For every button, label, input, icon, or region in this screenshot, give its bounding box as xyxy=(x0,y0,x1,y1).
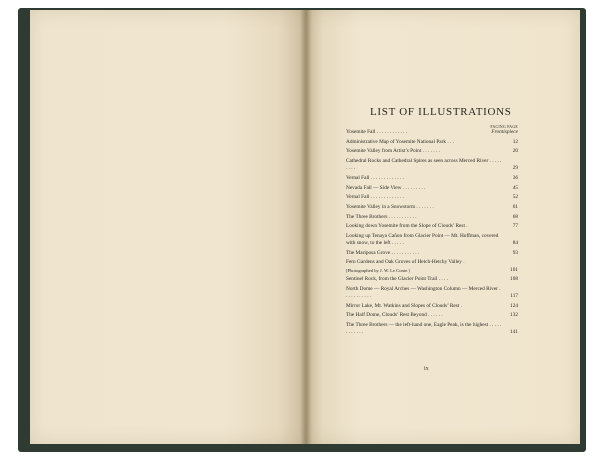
illustrations-list xyxy=(346,126,518,339)
illustration-title: Yosemite Valley from Artist’s Point . . . . . . . xyxy=(346,148,440,155)
illustration-title: North Dome — Royal Arches — Washington Column — Merced River . . . . . . . . . . . xyxy=(346,285,501,299)
illustration-title: Administrative Map of Yosemite National Park . . . xyxy=(346,138,454,145)
illustration-page: 108 xyxy=(510,276,518,283)
illustration-page: 132 xyxy=(510,312,518,319)
list-item xyxy=(346,259,518,273)
illustration-page: 93 xyxy=(512,249,518,256)
book-gutter xyxy=(300,10,312,444)
illustration-page: 117 xyxy=(510,293,518,299)
illustration-title: Vernal Fall . . . . . . . . . . . . . xyxy=(346,194,404,201)
illustration-title: The Three Brothers — the left-hand one, Eagle Peak, is the highest . . . . . . . . . . . . xyxy=(346,322,502,336)
list-item xyxy=(346,204,518,211)
list-item xyxy=(346,312,518,319)
illustration-page: 68 xyxy=(512,213,518,220)
illustration-page: 77 xyxy=(512,223,518,230)
illustration-page: 61 xyxy=(512,203,518,210)
list-item xyxy=(346,223,518,230)
list-item xyxy=(346,194,518,201)
illustration-title: Nevada Fall — Side View . . . . . . . . . xyxy=(346,184,426,191)
illustration-page: 124 xyxy=(510,302,518,309)
illustration-title: Looking up Tenaya Cañon from Glacier Point — Mt. Hoffman, covered with snow, to the left . . . . . xyxy=(346,232,499,247)
photo-credit: [Photographed by J. W. Le Conte.] xyxy=(346,267,410,273)
list-item xyxy=(346,129,518,136)
illustration-title: Vernal Fall . . . . . . . . . . . . . xyxy=(346,174,404,181)
illustration-title: Looking down Yosemite from the Slope of Clouds’ Rest . xyxy=(346,223,468,230)
list-item xyxy=(346,214,518,221)
illustration-page: 20 xyxy=(512,148,518,155)
illustration-page: Frontispiece xyxy=(491,129,518,135)
illustration-title: Yosemite Fall . . . . . . . . . . . . xyxy=(346,129,408,135)
list-item xyxy=(346,139,518,146)
illustration-title: Sentinel Rock, from the Glacier Point Trail . . . . xyxy=(346,276,448,283)
list-item xyxy=(346,175,518,182)
illustration-page: 29 xyxy=(512,165,518,172)
illustration-title: Fern Gardens and Oak Groves of Hetch-Hetchy Valley . xyxy=(346,259,465,266)
list-item xyxy=(346,148,518,155)
left-blank-page xyxy=(30,10,306,444)
illustration-page: 12 xyxy=(512,138,518,145)
illustration-title: Cathedral Rocks and Cathedral Spires as seen across Merced River . . . . . . . . . xyxy=(346,158,502,172)
illustration-title: The Mariposa Grove . . . . . . . . . . . xyxy=(346,249,420,256)
illustration-page: 45 xyxy=(512,184,518,191)
list-item xyxy=(346,303,518,310)
illustration-title: Mirror Lake, Mt. Watkins and Slopes of Clouds’ Rest . xyxy=(346,302,462,309)
illustration-page: 36 xyxy=(512,174,518,181)
illustration-page: 141 xyxy=(510,329,518,336)
list-item xyxy=(346,185,518,192)
list-item xyxy=(346,286,518,300)
illustration-title: Yosemite Valley in a Snowstorm . . . . . . . xyxy=(346,203,434,210)
list-item xyxy=(346,233,518,247)
facing-page-label: FACING PAGE xyxy=(490,125,518,129)
list-item xyxy=(346,250,518,257)
page-number-folio: ix xyxy=(424,366,429,372)
illustration-title: The Three Brothers . . . . . . . . . . . xyxy=(346,213,417,220)
list-item xyxy=(346,158,518,172)
entries-container xyxy=(346,129,518,336)
illustration-page: 101 xyxy=(510,266,518,273)
illustration-page: 52 xyxy=(512,194,518,201)
list-item xyxy=(346,276,518,283)
list-item xyxy=(346,322,518,336)
illustration-title: The Half Dome, Clouds’ Rest Beyond . . . . . . xyxy=(346,312,443,319)
illustration-page: 84 xyxy=(512,240,518,247)
page-title: LIST OF ILLUSTRATIONS xyxy=(370,106,512,118)
